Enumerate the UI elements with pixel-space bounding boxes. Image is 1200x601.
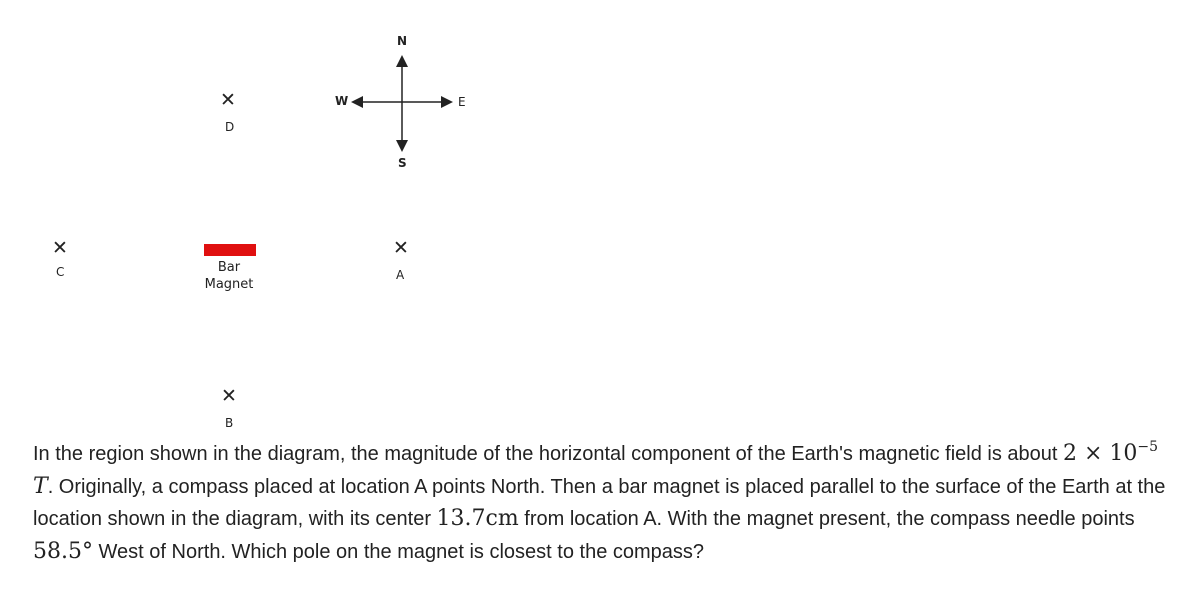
- compass-south-label: S: [398, 156, 407, 170]
- question-part1: In the region shown in the diagram, the magnitude of the horizontal component of the Earth's magnetic field is about: [33, 443, 1063, 465]
- location-a-marker: ✕: [393, 237, 409, 259]
- compass-west-label: W: [335, 94, 349, 108]
- angle-value: 58.5°: [33, 538, 93, 564]
- compass-east-label: E: [458, 95, 466, 109]
- field-mantissa: 2 × 10: [1063, 441, 1138, 466]
- location-a-label: A: [396, 268, 405, 282]
- bar-magnet-label-line2: Magnet: [204, 277, 254, 292]
- location-d-marker: ✕: [220, 89, 236, 111]
- location-c-marker: ✕: [52, 237, 68, 259]
- location-c-label: C: [56, 265, 65, 279]
- question-text: [33, 438, 1183, 568]
- bar-magnet: [204, 244, 256, 256]
- question-part4: West of North. Which pole on the magnet is closest to the compass?: [92, 540, 705, 563]
- location-b-marker: ✕: [221, 385, 237, 407]
- bar-magnet-label-line1: Bar: [217, 260, 241, 275]
- location-d-label: D: [225, 120, 235, 134]
- question-part2: . Originally, a compass placed at location A points North. Then a bar magnet is placed parallel to the surface of the Earth at the location shown in the diagram, with its center: [33, 475, 1166, 530]
- bar-magnet-label: [196, 259, 262, 293]
- compass-north-label: N: [397, 34, 408, 48]
- question-part3: from location A. With the magnet present, the compass needle points: [518, 508, 1135, 530]
- distance-value: 13.7cm: [436, 506, 519, 531]
- field-unit: T: [33, 473, 48, 499]
- location-b-label: B: [225, 416, 234, 430]
- field-exponent: −5: [1137, 439, 1159, 455]
